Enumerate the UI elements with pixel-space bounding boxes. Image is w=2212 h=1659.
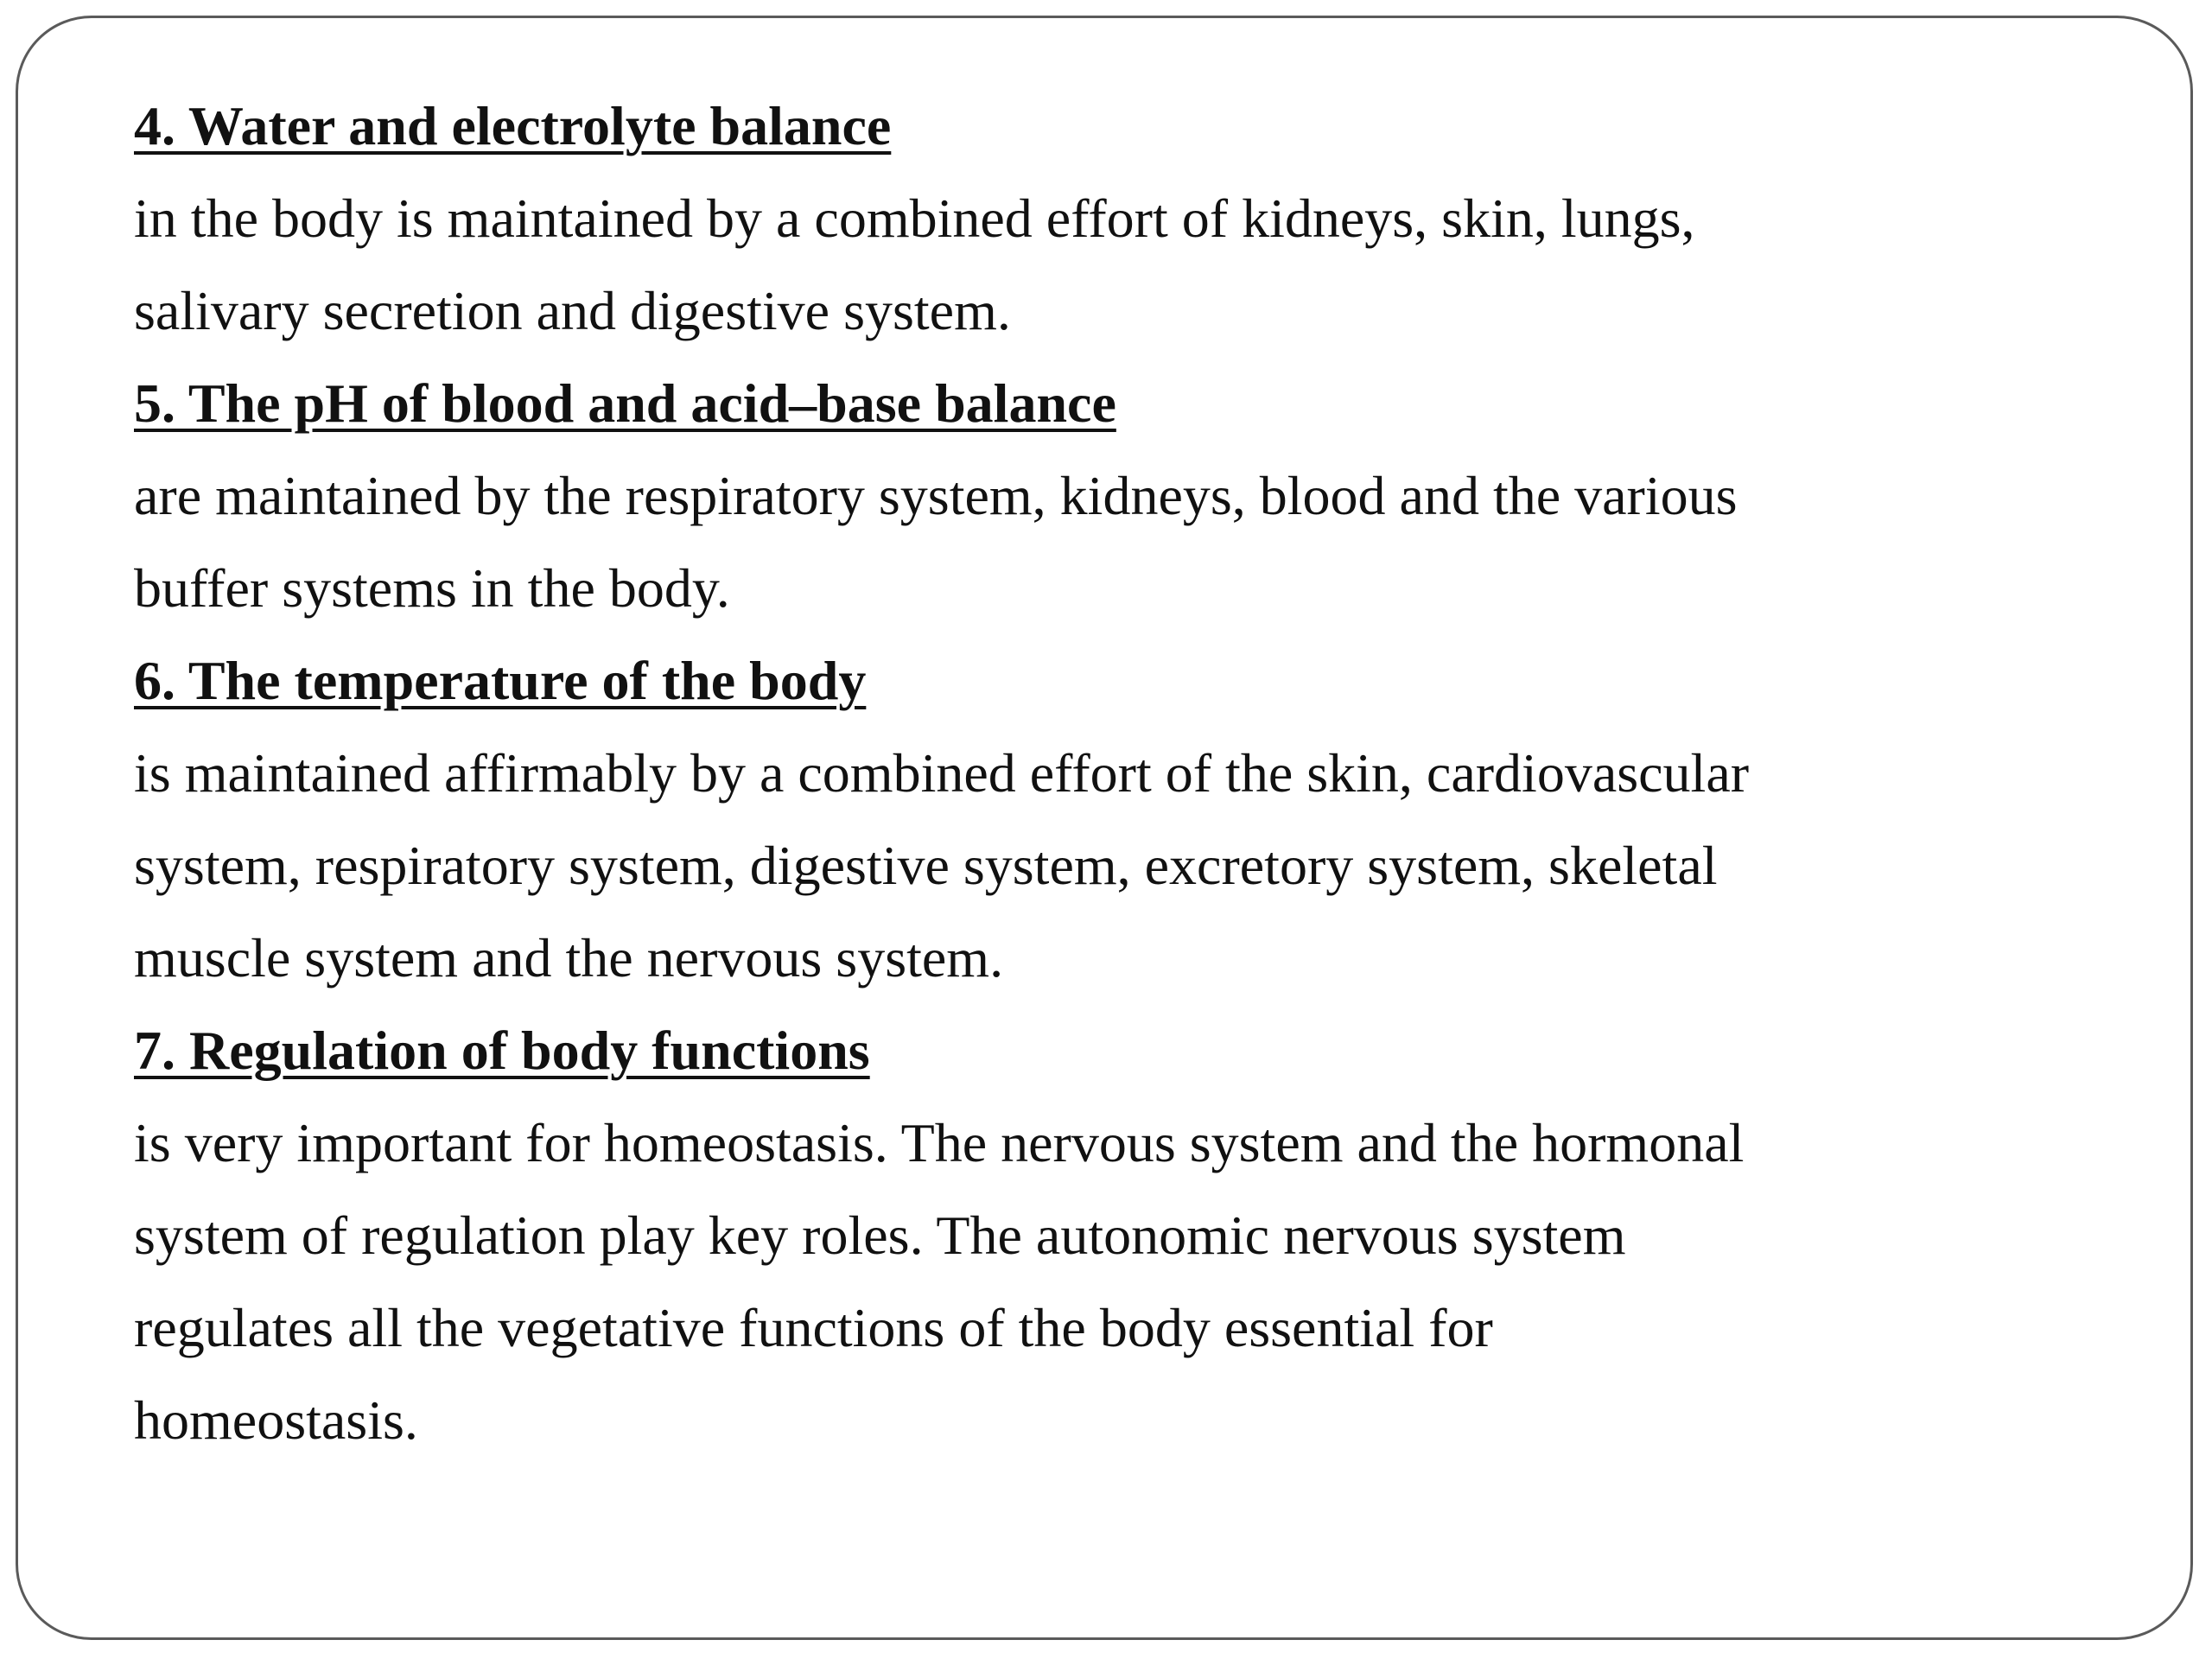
slide-content	[134, 79, 2087, 1466]
section-body-line: is very important for homeostasis. The nervous system and the hormonal	[134, 1112, 1745, 1173]
section-body-line: system of regulation play key roles. The autonomic nervous system	[134, 1205, 1626, 1266]
section-body-line: muscle system and the nervous system.	[134, 927, 1004, 988]
section-body-line: system, respiratory system, digestive system, excretory system, skeletal	[134, 835, 1718, 896]
section-body-line: in the body is maintained by a combined effort of kidneys, skin, lungs,	[134, 188, 1695, 249]
section-body-line: buffer systems in the body.	[134, 557, 730, 619]
section-heading: 7. Regulation of body functions	[134, 1020, 870, 1081]
section-body-line: is maintained affirmably by a combined effort of the skin, cardiovascular	[134, 742, 1750, 804]
section-heading: 6. The temperature of the body	[134, 650, 867, 711]
section-temperature	[134, 634, 2087, 1004]
section-body-line: homeostasis.	[134, 1389, 418, 1451]
section-regulation	[134, 1004, 2087, 1466]
section-heading: 4. Water and electrolyte balance	[134, 95, 892, 156]
section-ph-acid-base	[134, 357, 2087, 634]
section-water-electrolyte	[134, 79, 2087, 357]
section-heading: 5. The pH of blood and acid–base balance	[134, 372, 1116, 434]
section-body-line: regulates all the vegetative functions of the body essential for	[134, 1297, 1493, 1358]
section-body-line: are maintained by the respiratory system, kidneys, blood and the various	[134, 465, 1738, 526]
section-body-line: salivary secretion and digestive system.	[134, 280, 1011, 341]
